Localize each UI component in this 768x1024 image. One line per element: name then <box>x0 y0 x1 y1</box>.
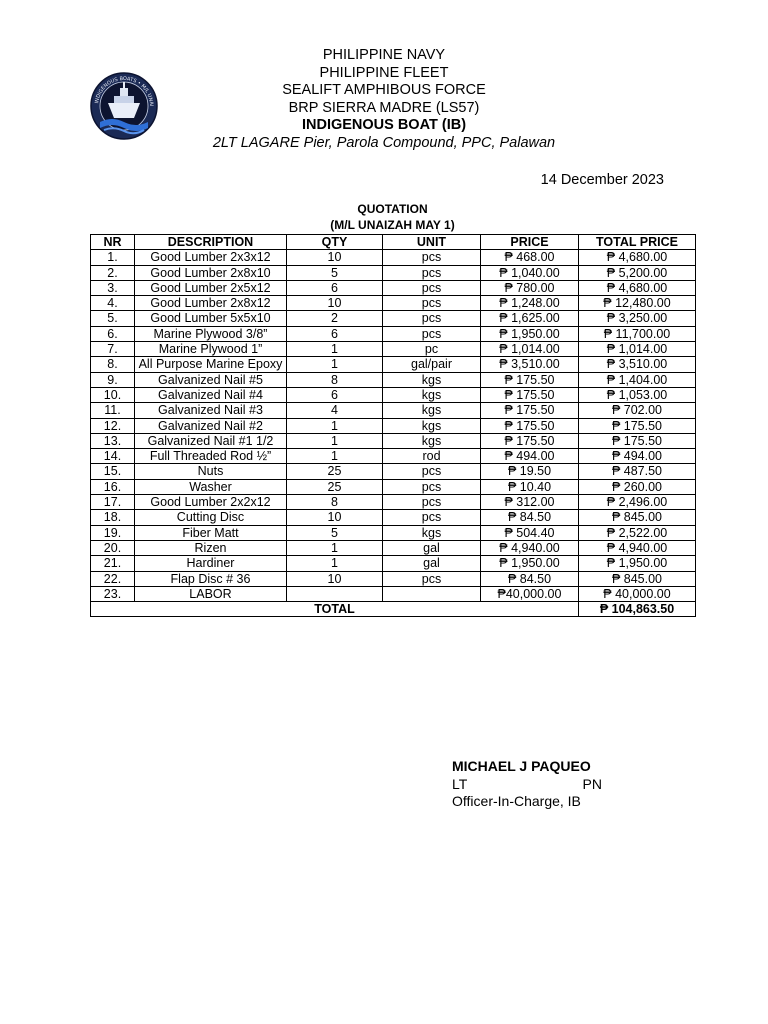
cell-total-price: ₱ 2,522.00 <box>579 525 696 540</box>
cell-nr: 17. <box>91 495 135 510</box>
cell-price: ₱ 175.50 <box>481 433 579 448</box>
cell-qty: 10 <box>287 510 383 525</box>
cell-unit: kgs <box>383 387 481 402</box>
cell-total-price: ₱ 2,496.00 <box>579 495 696 510</box>
cell-nr: 14. <box>91 449 135 464</box>
cell-qty: 25 <box>287 464 383 479</box>
cell-unit: gal <box>383 556 481 571</box>
cell-qty: 6 <box>287 280 383 295</box>
header-line-force: SEALIFT AMPHIBOUS FORCE <box>282 82 486 98</box>
table-row <box>91 387 696 402</box>
cell-price: ₱ 4,940.00 <box>481 540 579 555</box>
cell-total-price: ₱ 12,480.00 <box>579 296 696 311</box>
header-unit: INDIGENOUS BOAT (IB) <box>301 117 467 133</box>
cell-price: ₱ 1,040.00 <box>481 265 579 280</box>
cell-nr: 1. <box>91 250 135 265</box>
document-date: 14 December 2023 <box>540 172 664 188</box>
cell-nr: 18. <box>91 510 135 525</box>
cell-unit <box>383 586 481 601</box>
cell-nr: 8. <box>91 357 135 372</box>
cell-qty: 1 <box>287 418 383 433</box>
cell-unit: kgs <box>383 433 481 448</box>
total-value: ₱ 104,863.50 <box>579 602 696 617</box>
cell-price: ₱ 175.50 <box>481 403 579 418</box>
table-row <box>91 479 696 494</box>
col-header-nr: NR <box>91 235 135 250</box>
cell-description: Good Lumber 5x5x10 <box>135 311 287 326</box>
cell-total-price: ₱ 3,510.00 <box>579 357 696 372</box>
cell-price: ₱ 175.50 <box>481 372 579 387</box>
cell-description: Flap Disc # 36 <box>135 571 287 586</box>
cell-total-price: ₱ 702.00 <box>579 403 696 418</box>
cell-description: Good Lumber 2x3x12 <box>135 250 287 265</box>
cell-description: Good Lumber 2x5x12 <box>135 280 287 295</box>
cell-qty: 5 <box>287 265 383 280</box>
signature-block <box>452 758 602 811</box>
cell-total-price: ₱ 40,000.00 <box>579 586 696 601</box>
header-line-navy: PHILIPPINE NAVY <box>322 47 446 63</box>
col-header-total-price: TOTAL PRICE <box>579 235 696 250</box>
cell-unit: kgs <box>383 403 481 418</box>
cell-qty <box>287 586 383 601</box>
table-body <box>91 250 696 602</box>
cell-qty: 1 <box>287 449 383 464</box>
cell-total-price: ₱ 260.00 <box>579 479 696 494</box>
cell-description: Marine Plywood 3/8” <box>135 326 287 341</box>
cell-unit: pcs <box>383 311 481 326</box>
cell-total-price: ₱ 4,940.00 <box>579 540 696 555</box>
cell-description: Rizen <box>135 540 287 555</box>
cell-price: ₱ 468.00 <box>481 250 579 265</box>
cell-nr: 3. <box>91 280 135 295</box>
cell-description: Fiber Matt <box>135 525 287 540</box>
cell-unit: pcs <box>383 510 481 525</box>
cell-qty: 25 <box>287 479 383 494</box>
cell-nr: 11. <box>91 403 135 418</box>
cell-qty: 2 <box>287 311 383 326</box>
cell-unit: kgs <box>383 525 481 540</box>
cell-nr: 4. <box>91 296 135 311</box>
table-row <box>91 433 696 448</box>
cell-description: Galvanized Nail #2 <box>135 418 287 433</box>
cell-total-price: ₱ 845.00 <box>579 571 696 586</box>
cell-description: Galvanized Nail #1 1/2 <box>135 433 287 448</box>
cell-unit: pcs <box>383 280 481 295</box>
cell-description: Good Lumber 2x8x12 <box>135 296 287 311</box>
cell-description: All Purpose Marine Epoxy <box>135 357 287 372</box>
cell-total-price: ₱ 1,014.00 <box>579 342 696 357</box>
cell-total-price: ₱ 5,200.00 <box>579 265 696 280</box>
cell-description: Good Lumber 2x2x12 <box>135 495 287 510</box>
table-row <box>91 403 696 418</box>
cell-description: Washer <box>135 479 287 494</box>
table-row <box>91 357 696 372</box>
signatory-position: Officer-In-Charge, IB <box>452 793 581 809</box>
col-header-price: PRICE <box>481 235 579 250</box>
cell-nr: 23. <box>91 586 135 601</box>
cell-price: ₱ 1,248.00 <box>481 296 579 311</box>
cell-description: LABOR <box>135 586 287 601</box>
cell-qty: 10 <box>287 571 383 586</box>
cell-nr: 9. <box>91 372 135 387</box>
cell-price: ₱ 1,950.00 <box>481 556 579 571</box>
total-row <box>91 602 696 617</box>
table-row <box>91 280 696 295</box>
cell-qty: 4 <box>287 403 383 418</box>
cell-unit: pcs <box>383 571 481 586</box>
cell-price: ₱ 3,510.00 <box>481 357 579 372</box>
cell-total-price: ₱ 175.50 <box>579 418 696 433</box>
cell-qty: 6 <box>287 387 383 402</box>
cell-total-price: ₱ 494.00 <box>579 449 696 464</box>
cell-price: ₱ 1,950.00 <box>481 326 579 341</box>
cell-nr: 6. <box>91 326 135 341</box>
cell-qty: 6 <box>287 326 383 341</box>
col-header-unit: UNIT <box>383 235 481 250</box>
header-line-fleet: PHILIPPINE FLEET <box>319 64 449 81</box>
cell-total-price: ₱ 487.50 <box>579 464 696 479</box>
signatory-rank-line <box>452 776 602 794</box>
table-row <box>91 311 696 326</box>
table-header-row <box>91 235 696 250</box>
cell-description: Good Lumber 2x8x10 <box>135 265 287 280</box>
cell-price: ₱ 780.00 <box>481 280 579 295</box>
cell-price: ₱ 10.40 <box>481 479 579 494</box>
table-row <box>91 495 696 510</box>
cell-qty: 10 <box>287 250 383 265</box>
table-row <box>91 372 696 387</box>
cell-price: ₱40,000.00 <box>481 586 579 601</box>
cell-unit: kgs <box>383 372 481 387</box>
cell-unit: pcs <box>383 464 481 479</box>
cell-total-price: ₱ 4,680.00 <box>579 280 696 295</box>
quotation-subtitle: (M/L UNAIZAH MAY 1) <box>330 218 455 232</box>
cell-price: ₱ 1,014.00 <box>481 342 579 357</box>
cell-total-price: ₱ 3,250.00 <box>579 311 696 326</box>
cell-nr: 16. <box>91 479 135 494</box>
quotation-table <box>90 234 696 617</box>
signatory-rank: LT <box>452 775 468 792</box>
cell-description: Full Threaded Rod ½” <box>135 449 287 464</box>
cell-unit: rod <box>383 449 481 464</box>
cell-qty: 1 <box>287 433 383 448</box>
cell-qty: 8 <box>287 372 383 387</box>
cell-unit: pcs <box>383 326 481 341</box>
table-row <box>91 449 696 464</box>
table-row <box>91 586 696 601</box>
cell-nr: 13. <box>91 433 135 448</box>
cell-nr: 12. <box>91 418 135 433</box>
cell-total-price: ₱ 845.00 <box>579 510 696 525</box>
table-row <box>91 464 696 479</box>
cell-nr: 15. <box>91 464 135 479</box>
table-row <box>91 265 696 280</box>
cell-qty: 1 <box>287 556 383 571</box>
cell-unit: gal/pair <box>383 357 481 372</box>
cell-price: ₱ 1,625.00 <box>481 311 579 326</box>
table-row <box>91 296 696 311</box>
cell-nr: 22. <box>91 571 135 586</box>
cell-nr: 2. <box>91 265 135 280</box>
cell-qty: 5 <box>287 525 383 540</box>
cell-nr: 21. <box>91 556 135 571</box>
table-row <box>91 342 696 357</box>
unit-logo <box>90 62 158 158</box>
cell-unit: pcs <box>383 479 481 494</box>
cell-description: Hardiner <box>135 556 287 571</box>
cell-nr: 7. <box>91 342 135 357</box>
cell-price: ₱ 175.50 <box>481 418 579 433</box>
cell-total-price: ₱ 1,053.00 <box>579 387 696 402</box>
table-row <box>91 556 696 571</box>
cell-description: Marine Plywood 1” <box>135 342 287 357</box>
cell-nr: 10. <box>91 387 135 402</box>
cell-unit: pcs <box>383 265 481 280</box>
cell-qty: 8 <box>287 495 383 510</box>
header-address: 2LT LAGARE Pier, Parola Compound, PPC, Palawan <box>212 134 556 151</box>
col-header-qty: QTY <box>287 235 383 250</box>
cell-price: ₱ 312.00 <box>481 495 579 510</box>
cell-nr: 20. <box>91 540 135 555</box>
cell-unit: pcs <box>383 296 481 311</box>
table-row <box>91 250 696 265</box>
table-row <box>91 510 696 525</box>
cell-price: ₱ 84.50 <box>481 571 579 586</box>
cell-unit: kgs <box>383 418 481 433</box>
cell-description: Cutting Disc <box>135 510 287 525</box>
cell-qty: 1 <box>287 540 383 555</box>
cell-total-price: ₱ 1,950.00 <box>579 556 696 571</box>
cell-description: Galvanized Nail #4 <box>135 387 287 402</box>
cell-description: Galvanized Nail #5 <box>135 372 287 387</box>
cell-price: ₱ 84.50 <box>481 510 579 525</box>
table-row <box>91 326 696 341</box>
quotation-title: QUOTATION <box>357 202 428 216</box>
cell-description: Nuts <box>135 464 287 479</box>
cell-total-price: ₱ 4,680.00 <box>579 250 696 265</box>
cell-price: ₱ 19.50 <box>481 464 579 479</box>
table-row <box>91 540 696 555</box>
signatory-service: PN <box>582 775 602 792</box>
cell-price: ₱ 494.00 <box>481 449 579 464</box>
letterhead <box>200 47 568 152</box>
total-label: TOTAL <box>91 602 579 617</box>
table-row <box>91 525 696 540</box>
cell-qty: 1 <box>287 357 383 372</box>
cell-unit: pcs <box>383 495 481 510</box>
cell-total-price: ₱ 11,700.00 <box>579 326 696 341</box>
cell-unit: pc <box>383 342 481 357</box>
cell-qty: 1 <box>287 342 383 357</box>
header-line-ship: BRP SIERRA MADRE (LS57) <box>288 99 480 116</box>
cell-nr: 5. <box>91 311 135 326</box>
cell-unit: pcs <box>383 250 481 265</box>
cell-nr: 19. <box>91 525 135 540</box>
cell-total-price: ₱ 175.50 <box>579 433 696 448</box>
cell-unit: gal <box>383 540 481 555</box>
cell-price: ₱ 504.40 <box>481 525 579 540</box>
cell-total-price: ₱ 1,404.00 <box>579 372 696 387</box>
col-header-description: DESCRIPTION <box>135 235 287 250</box>
cell-description: Galvanized Nail #3 <box>135 403 287 418</box>
signatory-name: MICHAEL J PAQUEO <box>452 758 591 774</box>
cell-qty: 10 <box>287 296 383 311</box>
table-row <box>91 571 696 586</box>
cell-price: ₱ 175.50 <box>481 387 579 402</box>
logo-ring-text: INDIGENOUS BOATS • M/L UNAI <box>94 75 155 107</box>
table-row <box>91 418 696 433</box>
